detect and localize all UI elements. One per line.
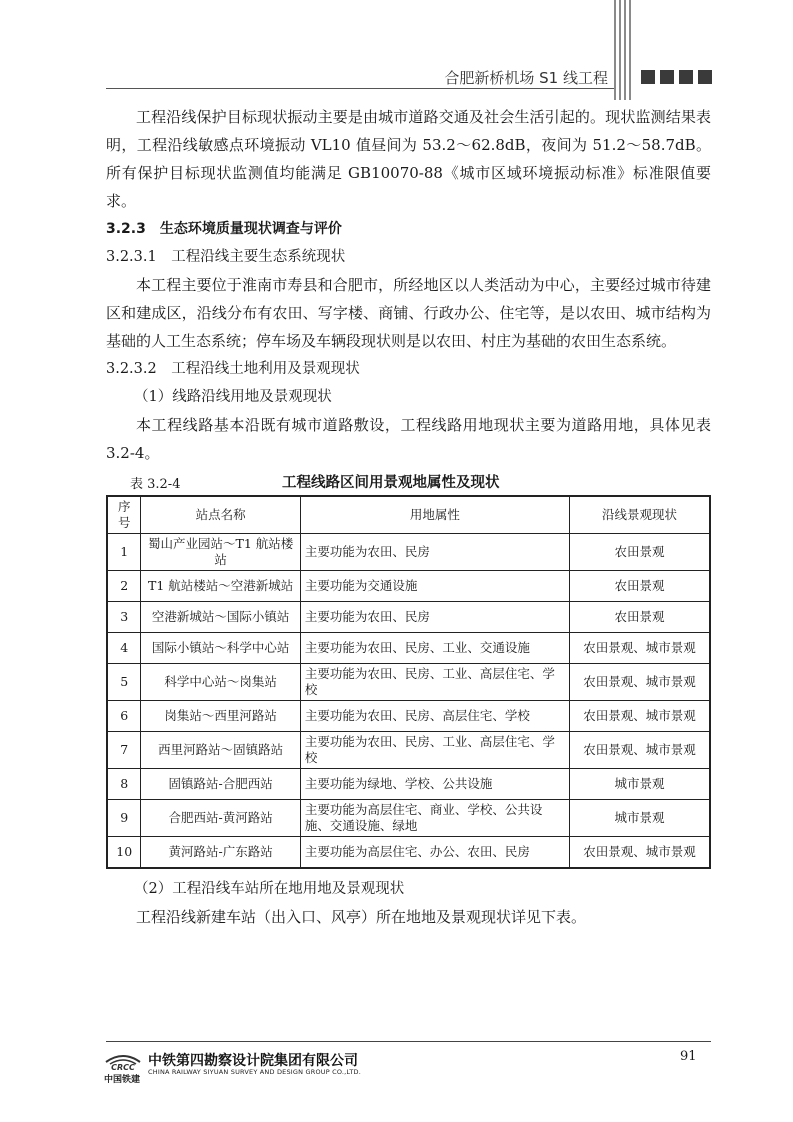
header-title: 合肥新桥机场 S1 线工程 [444, 69, 608, 87]
table-row [107, 534, 710, 571]
cell-station: 科学中心站～岗集站 [141, 664, 300, 701]
cell-no: 6 [107, 701, 141, 732]
logo-text: 中国铁建 [104, 1075, 141, 1085]
paragraph-line-landuse: 本工程线路基本沿既有城市道路敷设，工程线路用地现状主要为道路用地，具体见表 3.2-4。 [106, 416, 711, 462]
cell-landscape: 城市景观 [569, 800, 710, 837]
cell-landuse: 主要功能为农田、民房、工业、高层住宅、学校 [300, 732, 569, 769]
table-number: 表 3.2-4 [130, 477, 181, 492]
table-row [107, 732, 710, 769]
cell-no: 3 [107, 602, 141, 633]
page-header [0, 0, 793, 100]
table-caption [106, 469, 711, 495]
logo-mark-text: CRCC [111, 1063, 135, 1072]
cell-no: 4 [107, 633, 141, 664]
header-station: 站点名称 [141, 496, 300, 534]
company-name-en: CHINA RAILWAY SIYUAN SURVEY AND DESIGN GROUP CO.,LTD. [148, 1068, 361, 1076]
table-row [107, 800, 710, 837]
cell-landscape: 农田景观 [569, 602, 710, 633]
cell-landscape: 农田景观、城市景观 [569, 732, 710, 769]
cell-landuse: 主要功能为农田、民房、工业、交通设施 [300, 633, 569, 664]
document-body [106, 103, 711, 931]
header-landuse: 用地属性 [300, 496, 569, 534]
cell-station: 空港新城站～国际小镇站 [141, 602, 300, 633]
table-row [107, 602, 710, 633]
cell-landscape: 城市景观 [569, 769, 710, 800]
cell-landscape: 农田景观、城市景观 [569, 664, 710, 701]
cell-landuse: 主要功能为农田、民房 [300, 534, 569, 571]
subheading-line-landuse: （1）线路沿线用地及景观现状 [134, 389, 332, 405]
cell-station: 固镇路站-合肥西站 [141, 769, 300, 800]
table-title: 工程线路区间用景观地属性及现状 [282, 475, 500, 491]
cell-no: 8 [107, 769, 141, 800]
paragraph-ecosystem: 本工程主要位于淮南市寿县和合肥市，所经地区以人类活动为中心，主要经过城市待建区和建成区，沿线分布有农田、写字楼、商铺、行政办公、住宅等，是以农田、城市结构为基础的人工生态系统；停车场及车辆段现状则是以农田、村庄为基础的农田生态系统。 [106, 276, 711, 350]
cell-landuse: 主要功能为绿地、学校、公共设施 [300, 769, 569, 800]
header-stripes-decoration [614, 0, 632, 100]
cell-no: 7 [107, 732, 141, 769]
page-number: 91 [680, 1049, 697, 1064]
header-squares-decoration [641, 69, 717, 83]
section-heading-3-2-3: 3.2.3 生态环境质量现状调查与评价 [106, 221, 342, 237]
cell-no: 1 [107, 534, 141, 571]
cell-landuse: 主要功能为农田、民房、工业、高层住宅、学校 [300, 664, 569, 701]
cell-no: 9 [107, 800, 141, 837]
cell-landscape: 农田景观、城市景观 [569, 837, 710, 868]
table-row [107, 664, 710, 701]
table-row [107, 571, 710, 602]
cell-no: 10 [107, 837, 141, 868]
cell-station: 黄河路站-广东路站 [141, 837, 300, 868]
table-header-row [107, 496, 710, 534]
cell-landscape: 农田景观、城市景观 [569, 701, 710, 732]
cell-station: 国际小镇站～科学中心站 [141, 633, 300, 664]
paragraph-station-landuse: 工程沿线新建车站（出入口、风亭）所在地地及景观现状详见下表。 [136, 907, 587, 926]
table-row [107, 701, 710, 732]
paragraph-vibration: 工程沿线保护目标现状振动主要是由城市道路交通及社会生活引起的。现状监测结果表明，工程沿线敏感点环境振动 VL10 值昼间为 53.2～62.8dB，夜间为 51.2～58.7dB。所有保护目标现状监测值均能满足 GB10070-88《城市区域环境振动标准》标准限值要求。 [106, 108, 711, 210]
header-landscape: 沿线景观现状 [569, 496, 710, 534]
landuse-table [106, 495, 711, 869]
cell-no: 5 [107, 664, 141, 701]
cell-landuse: 主要功能为高层住宅、商业、学校、公共设施、交通设施、绿地 [300, 800, 569, 837]
header-divider [106, 88, 614, 89]
cell-station: 蜀山产业园站～T1 航站楼站 [141, 534, 300, 571]
footer-divider [106, 1041, 711, 1042]
cell-landuse: 主要功能为交通设施 [300, 571, 569, 602]
cell-station: T1 航站楼站～空港新城站 [141, 571, 300, 602]
cell-landscape: 农田景观 [569, 571, 710, 602]
cell-no: 2 [107, 571, 141, 602]
table-row [107, 837, 710, 868]
header-no: 序号 [107, 496, 141, 534]
cell-station: 合肥西站-黄河路站 [141, 800, 300, 837]
cell-station: 岗集站～西里河路站 [141, 701, 300, 732]
cell-landuse: 主要功能为高层住宅、办公、农田、民房 [300, 837, 569, 868]
subheading-station-landuse: （2）工程沿线车站所在地用地及景观现状 [134, 880, 405, 897]
section-heading-3-2-3-2: 3.2.3.2 工程沿线土地利用及景观现状 [106, 361, 360, 377]
cell-landuse: 主要功能为农田、民房、高层住宅、学校 [300, 701, 569, 732]
table-row [107, 633, 710, 664]
cell-station: 西里河路站～固镇路站 [141, 732, 300, 769]
table-row [107, 769, 710, 800]
section-heading-3-2-3-1: 3.2.3.1 工程沿线主要生态系统现状 [106, 249, 346, 265]
cell-landscape: 农田景观 [569, 534, 710, 571]
company-name-cn: 中铁第四勘察设计院集团有限公司 [148, 1053, 358, 1069]
cell-landuse: 主要功能为农田、民房 [300, 602, 569, 633]
cell-landscape: 农田景观、城市景观 [569, 633, 710, 664]
